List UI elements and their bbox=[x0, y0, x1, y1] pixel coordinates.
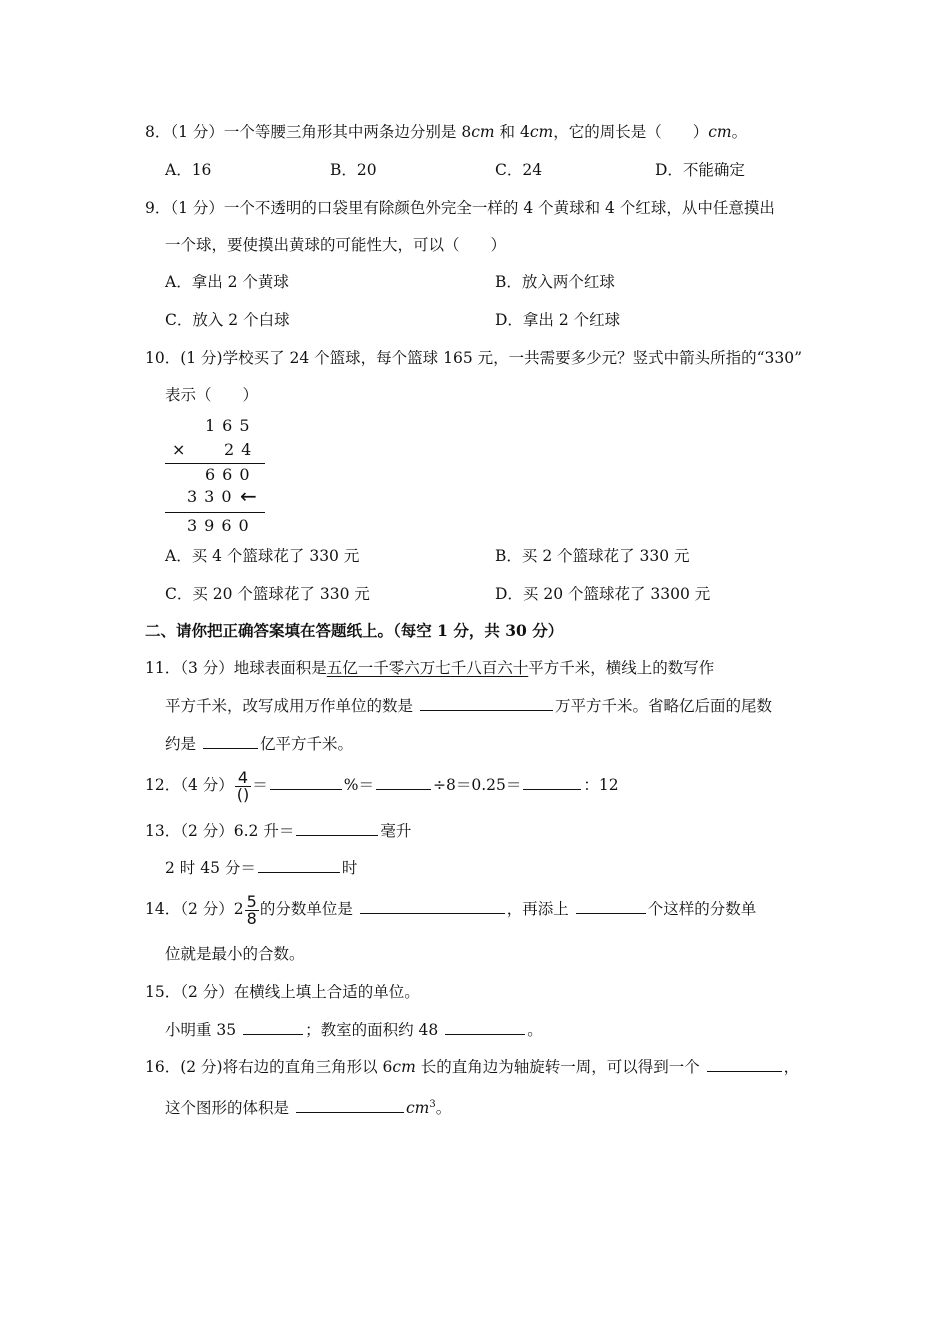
q8-stem bbox=[145, 122, 747, 142]
q10-option-b: B．买 2 个篮球花了 330 元 bbox=[495, 547, 690, 565]
q12-percent: %＝ bbox=[343, 776, 374, 794]
q8-option-d: D．不能确定 bbox=[655, 161, 745, 179]
q16-unit-2: cm bbox=[405, 1099, 430, 1118]
calc-row-660: 660 bbox=[205, 465, 257, 484]
q16-blank-2[interactable] bbox=[296, 1097, 404, 1113]
calc-line-1 bbox=[165, 463, 265, 464]
q12-blank-1[interactable] bbox=[270, 774, 342, 790]
calc-row-24: 24 bbox=[224, 440, 259, 459]
q14-line-2: 位就是最小的合数。 bbox=[165, 945, 305, 963]
q11-text-a: 11．（3 分）地球表面积是 bbox=[145, 659, 327, 677]
q12-division: ÷8＝0.25＝ bbox=[433, 776, 522, 794]
q12-numerator: 4 bbox=[235, 770, 251, 787]
q15-text-c: ；教室的面积约 48 bbox=[305, 1021, 439, 1039]
q15-blank-2[interactable] bbox=[445, 1019, 525, 1035]
q16-text-d: 这个图形的体积是 bbox=[165, 1099, 290, 1118]
q12-line bbox=[145, 765, 619, 805]
q12-fraction bbox=[235, 767, 251, 804]
q11-line-3 bbox=[165, 733, 353, 754]
q11-blank-3[interactable] bbox=[203, 733, 258, 749]
q12-blank-2[interactable] bbox=[376, 774, 431, 790]
q11-line-1 bbox=[145, 658, 714, 678]
q8-option-c: C．24 bbox=[495, 161, 543, 179]
q16-text-b: 长的直角边为轴旋转一周，可以得到一个 bbox=[415, 1058, 700, 1076]
q16-text-e: 。 bbox=[435, 1099, 452, 1118]
q14-blank-1[interactable] bbox=[360, 898, 505, 914]
q14-text-b: 的分数单位是 bbox=[259, 900, 353, 918]
q15-text-d: 。 bbox=[527, 1021, 543, 1039]
q9-option-b: B．放入两个红球 bbox=[495, 273, 615, 291]
q8-stem-b: 和 4 bbox=[494, 123, 530, 141]
q16-text-c: ， bbox=[783, 1058, 800, 1076]
q13-text-b: 毫升 bbox=[380, 822, 412, 840]
q8-stem-c: ，它的周长是（ ） bbox=[553, 123, 709, 141]
q11-text-f: 亿平方千米。 bbox=[259, 735, 353, 753]
q13-text-d: 时 bbox=[341, 859, 358, 877]
q12-equals: ＝ bbox=[252, 776, 268, 794]
calc-times-sign: × bbox=[172, 440, 186, 459]
q16-blank-1[interactable] bbox=[707, 1056, 782, 1072]
q12-text-a: 12．（4 分） bbox=[145, 776, 234, 794]
q11-blank-2[interactable] bbox=[420, 695, 553, 711]
q8-unit-2: cm bbox=[529, 123, 554, 141]
q15-line-1: 15．（2 分）在横线上填上合适的单位。 bbox=[145, 983, 420, 1001]
q8-unit-1: cm bbox=[471, 123, 495, 141]
q14-text-d: 个这样的分数单 bbox=[647, 900, 757, 918]
q8-option-a: A．16 bbox=[165, 161, 212, 179]
q12-denominator: () bbox=[236, 784, 250, 804]
q16-text-a: 16．(2 分)将右边的直角三角形以 6 bbox=[145, 1058, 393, 1076]
q16-line-1 bbox=[145, 1056, 799, 1077]
q11-underlined-number: 五亿一千零六万七千八百六十 bbox=[326, 659, 529, 677]
q10-option-d: D．买 20 个篮球花了 3300 元 bbox=[495, 585, 711, 603]
q9-option-d: D．拿出 2 个红球 bbox=[495, 311, 621, 329]
q9-option-c: C．放入 2 个白球 bbox=[165, 311, 290, 329]
q11-text-d: 万平方千米。省略亿后面的尾数 bbox=[554, 697, 772, 715]
q13-blank-2[interactable] bbox=[258, 857, 340, 873]
q14-text-a: 14．（2 分）2 bbox=[145, 900, 244, 918]
q8-stem-a: 8．（1 分）一个等腰三角形其中两条边分别是 8 bbox=[145, 123, 472, 141]
q16-superscript: 3 bbox=[429, 1099, 436, 1110]
q9-option-a: A．拿出 2 个黄球 bbox=[165, 273, 289, 291]
q8-unit-3: cm bbox=[708, 123, 732, 141]
q9-line-1: 9．（1 分）一个不透明的口袋里有除颜色外完全一样的 4 个黄球和 4 个红球，从中任意摸出 bbox=[145, 199, 775, 217]
q13-text-a: 13．（2 分）6.2 升＝ bbox=[145, 822, 295, 840]
q14-text-c: ，再添上 bbox=[506, 900, 569, 918]
q16-unit-1: cm bbox=[392, 1058, 416, 1076]
q16-line-2 bbox=[165, 1095, 451, 1118]
calc-line-2 bbox=[165, 512, 265, 513]
q11-line-2 bbox=[165, 695, 772, 716]
calc-row-330: 330 bbox=[187, 487, 239, 506]
section-2-title: 二、请你把正确答案填在答题纸上。（每空 1 分，共 30 分） bbox=[145, 621, 564, 640]
q10-line-1: 10．(1 分)学校买了 24 个篮球，每个篮球 165 元，一共需要多少元？竖式中箭头所指的“330” bbox=[145, 349, 803, 367]
q14-blank-2[interactable] bbox=[576, 898, 646, 914]
q11-text-c: 平方千米，改写成用万作单位的数是 bbox=[165, 697, 414, 715]
calc-arrow-icon: ← bbox=[240, 484, 257, 508]
q15-line-2 bbox=[165, 1019, 543, 1040]
q14-numerator: 5 bbox=[246, 891, 257, 911]
q12-blank-3[interactable] bbox=[523, 774, 581, 790]
q8-stem-end: 。 bbox=[731, 123, 748, 141]
q10-line-2: 表示（ ） bbox=[165, 386, 259, 404]
q13-text-c: 2 时 45 分＝ bbox=[165, 859, 256, 877]
q14-denominator: 8 bbox=[246, 908, 257, 928]
q10-option-a: A．买 4 个篮球花了 330 元 bbox=[165, 547, 360, 565]
q11-text-e: 约是 bbox=[165, 735, 197, 753]
q10-option-c: C．买 20 个篮球花了 330 元 bbox=[165, 585, 370, 603]
q14-line-1 bbox=[145, 889, 756, 929]
q9-line-2: 一个球，要使摸出黄球的可能性大，可以（ ） bbox=[165, 236, 507, 254]
calc-row-3960: 3960 bbox=[187, 516, 256, 535]
q12-ratio: ：12 bbox=[583, 776, 619, 794]
q13-line-1 bbox=[145, 820, 411, 841]
q13-line-2 bbox=[165, 857, 357, 878]
q13-blank-1[interactable] bbox=[296, 820, 378, 836]
q11-text-b: 平方千米，横线上的数写作 bbox=[528, 659, 715, 677]
calc-row-165: 165 bbox=[205, 416, 257, 435]
q15-text-b: 小明重 35 bbox=[165, 1021, 237, 1039]
q8-option-b: B．20 bbox=[330, 161, 377, 179]
q14-fraction bbox=[245, 891, 259, 928]
q15-blank-1[interactable] bbox=[243, 1019, 303, 1035]
